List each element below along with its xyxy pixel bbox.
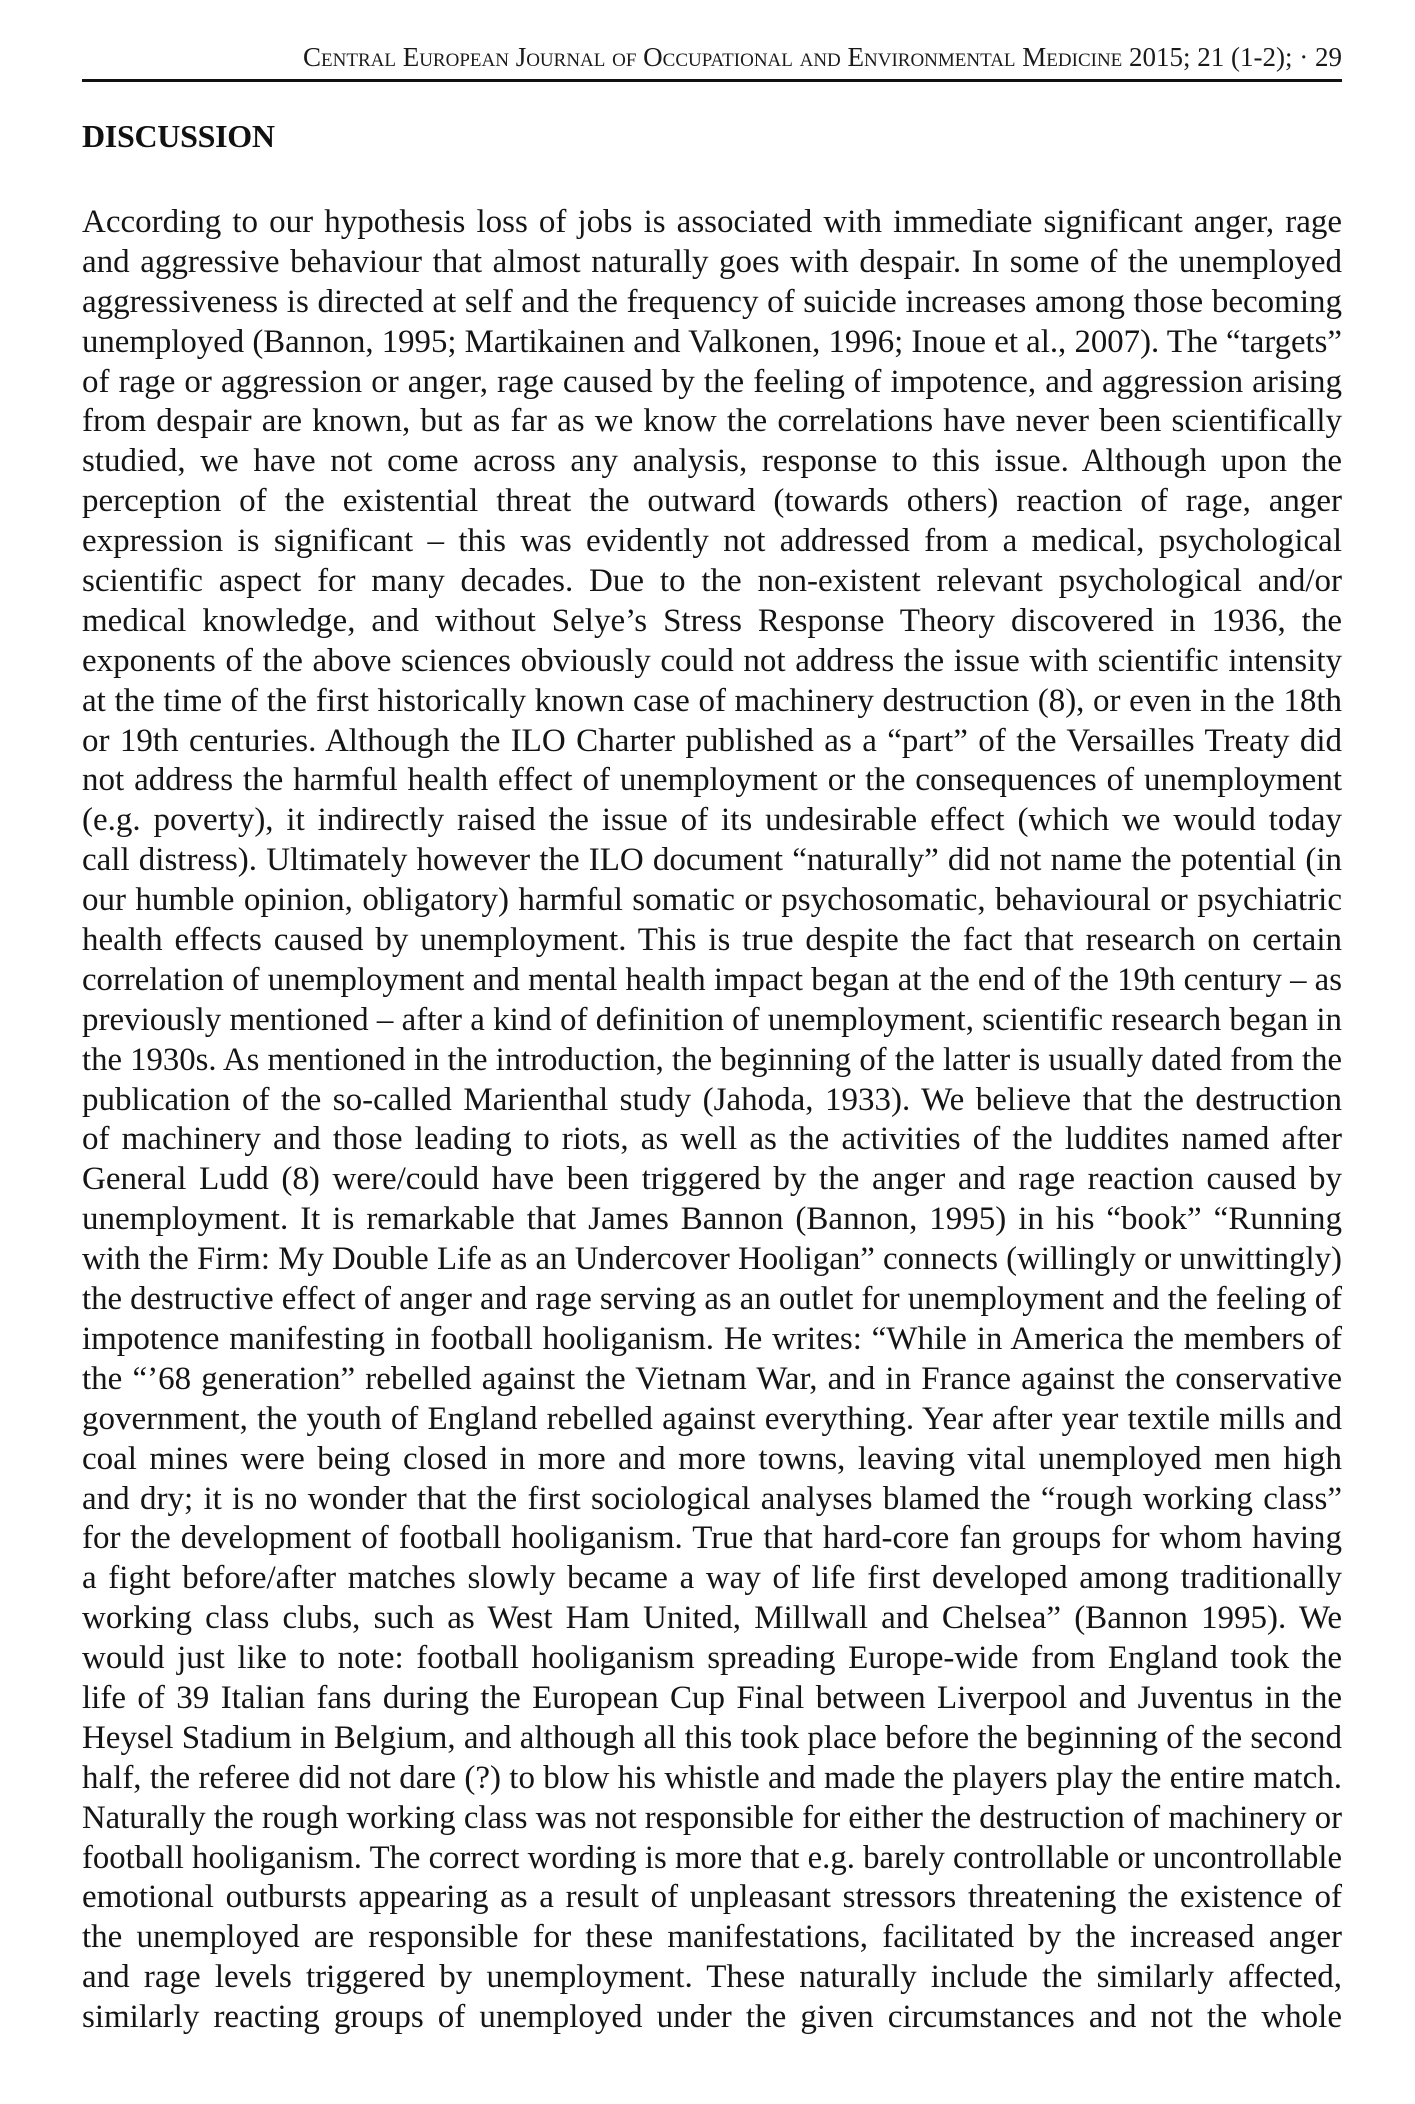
text-line <box>82 1958 1342 1998</box>
header-rule <box>82 79 1342 82</box>
text-line-content: (e.g. poverty), it indirectly raised the issue of its undesirable effect (which we would today <box>82 802 1342 839</box>
text-line-content: and dry; it is no wonder that the first sociological analyses blamed the “rough working class” <box>82 1480 1342 1517</box>
text-line <box>82 1679 1342 1719</box>
text-line-content: our humble opinion, obligatory) harmful somatic or psychosomatic, behavioural or psychiatric <box>82 882 1342 919</box>
text-line <box>82 1559 1342 1599</box>
text-line-content: or 19th centuries. Although the ILO Charter published as a “part” of the Versailles Treaty did <box>82 722 1342 759</box>
text-line-content: aggressiveness is directed at self and the frequency of suicide increases among those becoming <box>82 283 1342 320</box>
text-line-content: coal mines were being closed in more and more towns, leaving vital unemployed men high <box>82 1440 1342 1477</box>
text-line-content: expression is significant – this was evidently not addressed from a medical, psychological <box>82 523 1342 560</box>
text-line-content: previously mentioned – after a kind of definition of unemployment, scientific research began in <box>82 1001 1342 1038</box>
text-line-content: of rage or aggression or anger, rage caused by the feeling of impotence, and aggression arising <box>82 363 1342 400</box>
text-line-content: a fight before/after matches slowly became a way of life first developed among traditionally <box>82 1560 1342 1597</box>
text-line <box>82 1280 1342 1320</box>
text-line <box>82 1360 1342 1400</box>
text-line <box>82 482 1342 522</box>
text-line <box>82 1440 1342 1480</box>
text-line <box>82 1200 1342 1240</box>
text-line-content: for the development of football hooliganism. True that hard-core fan groups for whom having <box>82 1520 1342 1557</box>
running-head: Central European Journal of Occupational and Environmental Medicine 2015; 21 (1-2); · 29 <box>303 42 1342 72</box>
text-line <box>82 961 1342 1001</box>
text-line-content: correlation of unemployment and mental health impact began at the end of the 19th century – as <box>82 961 1342 998</box>
text-line-content: unemployed (Bannon, 1995; Martikainen and Valkonen, 1996; Inoue et al., 2007). The “targets” <box>82 323 1342 360</box>
text-line <box>82 402 1342 442</box>
text-line-content: Heysel Stadium in Belgium, and although all this took place before the beginning of the second <box>82 1719 1342 1756</box>
text-line <box>82 203 1342 243</box>
text-line-content: working class clubs, such as West Ham United, Millwall and Chelsea” (Bannon 1995). We <box>82 1600 1342 1637</box>
text-line <box>82 1400 1342 1440</box>
text-line-content: of machinery and those leading to riots, as well as the activities of the luddites named after <box>82 1121 1342 1158</box>
text-line-content: similarly reacting groups of unemployed under the given circumstances and not the whole <box>82 1999 1342 2036</box>
text-line <box>82 363 1342 403</box>
text-line-content: impotence manifesting in football hooliganism. He writes: “While in America the members of <box>82 1320 1342 1357</box>
body-text <box>82 203 1342 2038</box>
text-line <box>82 1878 1342 1918</box>
text-line-content: and rage levels triggered by unemployment. These naturally include the similarly affected, <box>82 1959 1342 1996</box>
text-line <box>82 323 1342 363</box>
text-line <box>82 243 1342 283</box>
text-line-content: the 1930s. As mentioned in the introduction, the beginning of the latter is usually dated from the <box>82 1041 1342 1078</box>
text-line-content: from despair are known, but as far as we know the correlations have never been scientifically <box>82 403 1342 440</box>
text-line <box>82 801 1342 841</box>
text-line-content: perception of the existential threat the outward (towards others) reaction of rage, anger <box>82 483 1342 520</box>
text-line-content: studied, we have not come across any analysis, response to this issue. Although upon the <box>82 443 1342 480</box>
text-line-content: the “’68 generation” rebelled against the Vietnam War, and in France against the conservative <box>82 1360 1342 1397</box>
text-line-content: would just like to note: football hooliganism spreading Europe-wide from England took the <box>82 1640 1342 1677</box>
text-line <box>82 1998 1342 2038</box>
text-line-content: According to our hypothesis loss of jobs is associated with immediate significant anger, rage <box>82 204 1342 240</box>
text-line <box>82 1240 1342 1280</box>
text-line-content: not address the harmful health effect of unemployment or the consequences of unemployment <box>82 762 1342 799</box>
text-line-content: health effects caused by unemployment. This is true despite the fact that research on certain <box>82 922 1342 959</box>
text-line <box>82 1320 1342 1360</box>
text-line <box>82 442 1342 482</box>
text-line <box>82 1759 1342 1799</box>
text-line <box>82 1519 1342 1559</box>
text-line-content: half, the referee did not dare (?) to blow his whistle and made the players play the entire match. <box>82 1759 1342 1796</box>
text-line-content: the destructive effect of anger and rage serving as an outlet for unemployment and the feeling of <box>82 1281 1342 1318</box>
text-line <box>82 522 1342 562</box>
text-line-content: call distress). Ultimately however the ILO document “naturally” did not name the potential (in <box>82 842 1342 879</box>
text-line-content: General Ludd (8) were/could have been triggered by the anger and rage reaction caused by <box>82 1161 1342 1198</box>
text-line <box>82 1041 1342 1081</box>
text-line-content: Naturally the rough working class was not responsible for either the destruction of machinery or <box>82 1799 1342 1836</box>
text-line <box>82 1160 1342 1200</box>
text-line <box>82 1081 1342 1121</box>
text-line <box>82 921 1342 961</box>
text-line <box>82 283 1342 323</box>
text-line-content: government, the youth of England rebelled against everything. Year after year textile mills and <box>82 1400 1342 1437</box>
text-line <box>82 562 1342 602</box>
text-line-content: football hooliganism. The correct wording is more that e.g. barely controllable or uncontrollable <box>82 1839 1342 1876</box>
text-line <box>82 1480 1342 1520</box>
text-line-content: life of 39 Italian fans during the European Cup Final between Liverpool and Juventus in the <box>82 1679 1342 1716</box>
text-line-content: with the Firm: My Double Life as an Undercover Hooligan” connects (willingly or unwittingly) <box>82 1241 1342 1278</box>
text-line-content: the unemployed are responsible for these manifestations, facilitated by the increased anger <box>82 1919 1342 1956</box>
text-line <box>82 642 1342 682</box>
text-line <box>82 1639 1342 1679</box>
section-heading: DISCUSSION <box>82 118 275 154</box>
text-line-content: and aggressive behaviour that almost naturally goes with despair. In some of the unemployed <box>82 243 1342 280</box>
text-line <box>82 1001 1342 1041</box>
text-line <box>82 841 1342 881</box>
text-line <box>82 682 1342 722</box>
text-line <box>82 1799 1342 1839</box>
text-line <box>82 761 1342 801</box>
text-line <box>82 1120 1342 1160</box>
text-line-content: exponents of the above sciences obviously could not address the issue with scientific intensity <box>82 642 1342 679</box>
text-line <box>82 1599 1342 1639</box>
text-line-content: at the time of the first historically known case of machinery destruction (8), or even in the 18th <box>82 682 1342 719</box>
text-line-content: emotional outbursts appearing as a result of unpleasant stressors threatening the existence of <box>82 1879 1342 1916</box>
text-line <box>82 1839 1342 1879</box>
text-line <box>82 881 1342 921</box>
text-line-content: unemployment. It is remarkable that James Bannon (Bannon, 1995) in his “book” “Running <box>82 1201 1342 1238</box>
text-line <box>82 1918 1342 1958</box>
text-line-content: publication of the so-called Marienthal study (Jahoda, 1933). We believe that the destruction <box>82 1081 1342 1118</box>
text-line <box>82 1719 1342 1759</box>
text-line-content: medical knowledge, and without Selye’s Stress Response Theory discovered in 1936, the <box>82 602 1342 639</box>
text-line-content: scientific aspect for many decades. Due to the non-existent relevant psychological and/or <box>82 563 1342 600</box>
text-line <box>82 722 1342 762</box>
text-line <box>82 602 1342 642</box>
